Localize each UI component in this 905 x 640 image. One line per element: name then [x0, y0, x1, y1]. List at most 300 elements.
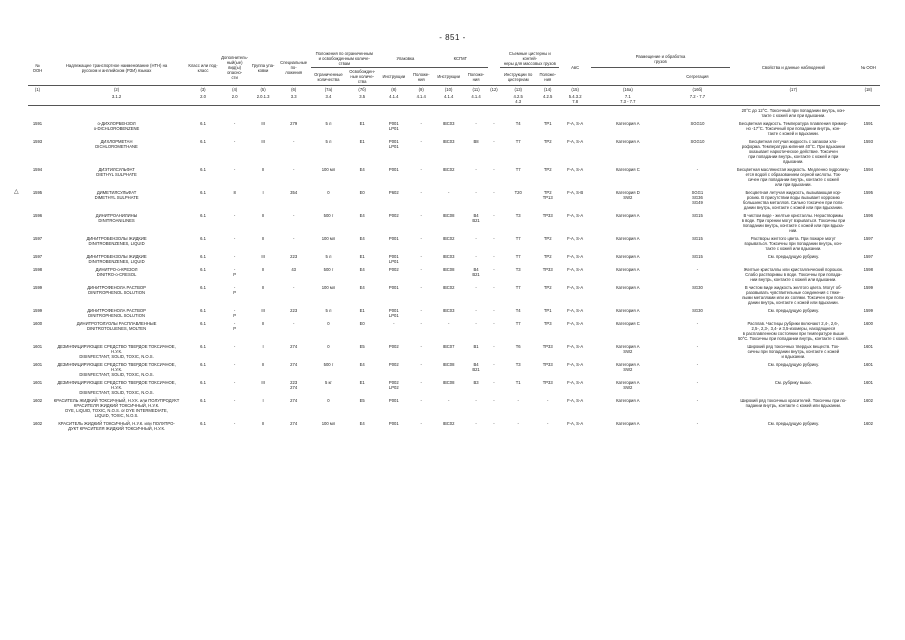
cell-excepted-quantity: E5 [359, 344, 365, 349]
column-reference-8: 3.5 [346, 93, 378, 106]
cell-packing-instruction: P001 [388, 421, 399, 426]
cell-ibc-instruction: IBC08 [442, 213, 455, 218]
cell-tank-instruction: T7 [515, 285, 521, 290]
table-row [28, 342, 880, 360]
cell-excepted-quantity: E4 [359, 362, 365, 367]
column-reference-10: 4.1.4 [410, 93, 433, 106]
cell-ibc-provision: - [475, 236, 477, 241]
cell-excepted-quantity: E0 [359, 321, 365, 326]
cell-class: 6.1 [200, 285, 206, 290]
cell-packing-group: I [262, 344, 264, 349]
header-tank-provisions: Положе- ния [536, 68, 559, 86]
cell-limited-quantity: 500 г [323, 362, 334, 367]
column-reference-3: 2.0 [186, 93, 220, 106]
cell-limited-quantity: 100 мл [321, 285, 336, 290]
cell-excepted-quantity: E5 [359, 398, 365, 403]
cell-packing-group: I [262, 190, 264, 195]
cell-packing-instruction: P001 LP01 [388, 254, 399, 264]
cell-tank-provision: TP2 [543, 139, 552, 144]
cell-ibc-instruction: IBC03 [442, 139, 455, 144]
cell-excepted-quantity: E1 [359, 254, 365, 259]
cell-special-provisions: - [292, 236, 295, 241]
cell-tank-instruction: T6 [515, 344, 521, 349]
table-row [28, 360, 880, 378]
cell-packing-provision: - [420, 285, 422, 290]
column-reference-14: 4.2.5 4.3 [500, 93, 536, 106]
header-shipping-name: Надлежащее транспортное наименование (НТН) на русском и английском (РЗИ) языках [47, 50, 186, 86]
cell-col-12: - [493, 213, 495, 218]
cell-limited-quantity: 5 л [325, 139, 332, 144]
cell-ibc-provision: B3 [473, 380, 479, 385]
cell-shipping-name: КРАСИТЕЛЬ ЖИДКИЙ ТОКСИЧНЫЙ, Н.У.К. или ПОЛУПРОДУКТ КРАСИТЕЛЯ ЖИДКИЙ ТОКСИЧНЫЙ, Н.У.К. DYE, LIQUID, TOXIC, N.O.S. or DYE INTERMEDIATE, LIQUID, TOXIC, N.O.S. [53, 398, 180, 418]
cell-ems: F-A, S-A [567, 267, 584, 272]
amendment-marker: △ [14, 189, 19, 195]
column-number-11: (10) [433, 86, 465, 94]
cell-class: 6.1 [200, 308, 206, 313]
cell-shipping-name: ДИНИТРОТОЛУОЛЫ РАСПЛАВЛЕННЫЕ DINITROTOLUENES, MOLTEN [76, 321, 157, 331]
cell-shipping-name: ДЕЗИНФИЦИРУЮЩЕЕ СРЕДСТВО ТВЕРДОЕ ТОКСИЧНОЕ, Н.У.К. DISINFECTANT, SOLID, TOXIC, N.O.S. [57, 380, 176, 395]
cell-packing-instruction [378, 106, 410, 120]
cell-ems: F-A, S-A [567, 285, 584, 290]
cell-subsidiary-risk: - [233, 380, 236, 385]
cell-tank-provision: TP3 [543, 321, 552, 326]
cell-stowage: Категория A [616, 421, 640, 426]
cell-excepted-quantity: E4 [359, 285, 365, 290]
column-number-16: (15) [559, 86, 591, 94]
cell-segregation: SG30 [692, 308, 703, 313]
cell-tank-provision: TP2 [543, 254, 552, 259]
cell-segregation: - [696, 421, 699, 426]
cell-stowage: Категория A [616, 398, 640, 403]
cell-properties: Расплав. Частицы рубрики включают 2,4-, 2,6-, 2,5-, 2,3-, 3,4- и 3,5-изомеры, находящиеся в расплавленном состоянии при температуре выше 50°С. Токсичны при попадании внутрь, контакте с кожей. [737, 321, 849, 341]
cell-ibc-instruction: - [447, 190, 450, 195]
cell-segregation: - [696, 344, 699, 349]
header-ibc-provisions: Положе- ния [464, 68, 487, 86]
cell-properties: См. предыдущую рубрику. [767, 254, 819, 259]
cell-tank-provision: TP1 [543, 121, 552, 126]
cell-ibc-instruction: IBC08 [442, 267, 455, 272]
cell-limited-quantity: 500 г [323, 213, 334, 218]
cell-subsidiary-risk: - [233, 344, 236, 349]
cell-ems: F-A, S-A [567, 167, 584, 172]
column-reference-12: 4.1.4 [464, 93, 487, 106]
cell-col-12: - [493, 190, 495, 195]
cell-un-number: 1595 △ [14, 189, 43, 195]
cell-un-number: 1600 [32, 321, 43, 326]
cell-stowage: Категория A SW2 [616, 362, 640, 372]
cell-subsidiary-risk [220, 106, 250, 120]
column-number-8: (7б) [346, 86, 378, 94]
cell-packing-group: II [261, 267, 265, 272]
cell-col-12: - [493, 139, 495, 144]
cell-shipping-name: ДИНИТРОБЕНЗОЛЫ ЖИДКИЕ DINITROBENZENES, LIQUID [86, 236, 147, 246]
table-body [14, 106, 880, 433]
table-row [28, 319, 880, 342]
cell-limited-quantity [311, 106, 347, 120]
cell-special-provisions: 223 [290, 254, 298, 259]
cell-limited-quantity: 100 мл [321, 236, 336, 241]
cell-ems: F-A, S-A [567, 121, 584, 126]
cell-packing-group [249, 106, 276, 120]
table-row [28, 378, 880, 396]
cell-class: 6.1 [200, 139, 206, 144]
cell-un-number: 1602 [32, 421, 43, 426]
cell-packing-provision: - [420, 267, 422, 272]
header-stowage-group: Размещение и обработка грузов [591, 50, 730, 68]
cell-segregation: - [696, 362, 699, 367]
table-row [28, 137, 880, 165]
cell-class: 6.1 [200, 167, 206, 172]
table-row [28, 165, 880, 188]
cell-packing-provision: - [420, 139, 422, 144]
cell-class: 6.1 [200, 236, 206, 241]
table-row [28, 252, 880, 265]
cell-ibc-instruction: IBC02 [442, 285, 455, 290]
cell-segregation: - [696, 321, 699, 326]
cell-ibc-provision: - [475, 121, 477, 126]
cell-ibc-instruction: IBC07 [442, 344, 455, 349]
cell-un-number-right: 1600 [863, 321, 873, 326]
cell-un-number-right: 1597 [863, 236, 873, 241]
cell-tank-instruction: T4 [515, 308, 521, 313]
cell-tank-provision: TP33 [542, 380, 553, 385]
cell-ibc-provision [464, 106, 487, 120]
cell-tank-provision: TP33 [542, 213, 553, 218]
cell-packing-instruction: P002 [388, 213, 399, 218]
cell-shipping-name: ДИХЛОРМЕТАН DICHLOROMETHANE [95, 139, 138, 149]
header-un-number-right: № ООН [857, 50, 880, 86]
cell-packing-provision: - [420, 308, 422, 313]
cell-packing-group: III [261, 139, 265, 144]
cell-segregation: SG15 [692, 213, 703, 218]
cell-col-12: - [493, 362, 495, 367]
header-limited-quantities: Ограниченные количества [311, 68, 347, 86]
cell-un-number-right: 1591 [863, 121, 873, 126]
cell-properties: Бесцветная жидкость. Температура плавления пример- но -17°С. Токсичный при попадании внутрь, кон- такте с кожей и вдыхании. [739, 121, 848, 136]
column-number-6: (6) [277, 86, 311, 94]
cell-ibc-provision: - [475, 308, 477, 313]
cell-un-number-right: 1594 [863, 167, 873, 172]
cell-packing-instruction: P002 [388, 362, 399, 367]
cell-packing-instruction: P001 LP01 [388, 308, 399, 318]
cell-subsidiary-risk: - P [233, 321, 237, 331]
column-reference-15: 4.2.5 [536, 93, 559, 106]
cell-packing-instruction: P001 [388, 285, 399, 290]
column-reference-16: 5.4.3.2 7.8 [559, 93, 591, 106]
header-un-number: № ООН [28, 50, 47, 86]
cell-special-provisions: - [292, 167, 295, 172]
cell-packing-provision: - [420, 380, 422, 385]
cell-special-provisions: 274 [290, 344, 298, 349]
cell-segregation: SGG10 [690, 121, 705, 126]
cell-ibc-instruction: IBC02 [442, 421, 455, 426]
cell-ibc-instruction: IBC08 [442, 362, 455, 367]
cell-properties: В чистом виде - желтые кристаллы. Нерастворимы в воде. При горении могут взрываться. Токсичны при попадании внутрь, контакте с кожей или при вдыха- нии. [741, 213, 846, 233]
cell-segregation: - [696, 267, 699, 272]
cell-segregation: - [696, 167, 699, 172]
cell-class: 6.1 [200, 190, 206, 195]
column-reference-18: 7.2 - 7.7 [665, 93, 730, 106]
cell-subsidiary-risk: - [233, 121, 236, 126]
cell-ibc-instruction: - [447, 321, 450, 326]
cell-ems [559, 106, 591, 120]
cell-special-provisions: - [292, 285, 295, 290]
cell-packing-provision: - [420, 213, 422, 218]
cell-stowage: Категория C [615, 321, 640, 326]
cell-col-12: - [493, 267, 495, 272]
cell-un-number: 1602 [32, 398, 43, 403]
cell-stowage: Категория D SW2 [615, 190, 640, 200]
cell-excepted-quantity: E1 [359, 308, 365, 313]
cell-properties: Растворы желтого цвета. При пожаре могут взрываться. Токсичны при попадании внутрь, кон- такте с кожей или вдыхании. [744, 236, 843, 251]
cell-special-provisions: 274 [290, 421, 298, 426]
cell-limited-quantity: 0 [327, 321, 330, 326]
cell-class: 6.1 [200, 362, 206, 367]
column-number-20: (18) [857, 86, 880, 94]
header-packing-instructions: Инструкции [378, 68, 410, 86]
cell-ems: F-A, S-A [567, 321, 584, 326]
cell-class: 6.1 [200, 254, 206, 259]
cell-ems: F-A, S-A [567, 380, 584, 385]
cell-properties: См. предыдущую рубрику. [767, 362, 819, 367]
cell-col-12: - [493, 167, 495, 172]
cell-packing-instruction: P001 LP01 [388, 139, 399, 149]
cell-segregation: SG15 [692, 254, 703, 259]
cell-class: 6.1 [200, 213, 206, 218]
cell-un-number: 1593 [32, 139, 43, 144]
cell-properties: В чистом виде жидкость желтого цвета. Могут об- разовывать чувствительные соединения с тяже- лыми металлами или их солями. Токсичен при попа- дании внутрь, контакте с кожей или вдыхании. [741, 285, 845, 305]
cell-col-12: - [493, 236, 495, 241]
cell-tank-provision: TP1 [543, 308, 552, 313]
cell-ems: F-A, S-A [567, 421, 584, 426]
cell-tank-instruction: T3 [515, 362, 521, 367]
cell-shipping-name [47, 106, 186, 120]
cell-properties: 20°С до 12°С. Токсичный при попадании внутрь, кон- такте с кожей или при вдыхании. [741, 108, 846, 118]
cell-properties: См. рубрику выше. [774, 380, 812, 385]
cell-limited-quantity: 0 [327, 344, 330, 349]
cell-un-number: 1596 [32, 213, 43, 218]
table-row [28, 306, 880, 319]
cell-packing-group: III [261, 380, 265, 385]
cell-excepted-quantity: E1 [359, 121, 365, 126]
cell-packing-instruction: P001 [388, 236, 399, 241]
cell-un-number: 1599 [32, 308, 43, 313]
cell-tank-provision: TP33 [542, 344, 553, 349]
dangerous-goods-table [14, 50, 880, 432]
cell-class: 6.1 [200, 267, 206, 272]
column-reference-4: 2.0 [220, 93, 250, 106]
cell-tank-provision: TP33 [542, 267, 553, 272]
cell-tank-instruction: T1 [515, 380, 521, 385]
cell-subsidiary-risk: - [233, 139, 236, 144]
cell-limited-quantity: 0 [327, 398, 330, 403]
cell-un-number-right: 1599 [863, 285, 873, 290]
cell-limited-quantity: 5 л [325, 308, 332, 313]
table-row [28, 106, 880, 120]
cell-packing-provision: - [420, 167, 422, 172]
cell-un-number: 1601 [32, 362, 43, 367]
cell-subsidiary-risk: 8 [233, 190, 236, 195]
header-packing-group: Группа упа- ковки [249, 50, 276, 86]
cell-un-number-right: 1601 [863, 362, 873, 367]
cell-subsidiary-risk: - P [233, 285, 237, 295]
cell-ibc-provision: - [475, 398, 477, 403]
cell-segregation [665, 106, 730, 120]
cell-special-provisions [277, 106, 311, 120]
cell-class: 6.1 [200, 380, 206, 385]
cell-ibc-instruction: IBC02 [442, 167, 455, 172]
cell-ibc-provision: - [475, 254, 477, 259]
cell-limited-quantity: 100 мл [321, 421, 336, 426]
cell-ibc-provision: B4 B21 [472, 213, 480, 223]
table-row [28, 188, 880, 211]
cell-properties: Широкий ряд токсичных твердых веществ. Ток- сичны при попадании внутрь, контакте с кожей и вдыхании. [747, 344, 840, 359]
table-row [28, 283, 880, 306]
cell-stowage: Категория A [616, 121, 640, 126]
cell-special-provisions: 354 [290, 190, 298, 195]
cell-col-12: - [493, 121, 495, 126]
cell-ibc-provision: B4 B21 [472, 362, 480, 372]
cell-properties: Бесцветная летучая жидкость, вызывающая кор- розию. В присутствии воды вызывает коррозию большинства металлов. Сильно токсичен при попа- дании внутрь, контакте с кожей или при вдыхании. [742, 190, 844, 210]
cell-packing-provision: - [420, 254, 422, 259]
cell-tank-instruction: T7 [515, 139, 521, 144]
column-reference-17: 7.1 7.3 - 7.7 [591, 93, 665, 106]
cell-tank-instruction: - [517, 421, 519, 426]
cell-tank-instruction [500, 106, 536, 120]
cell-packing-instruction: P002 [388, 267, 399, 272]
cell-packing-group: III [261, 308, 265, 313]
cell-packing-group: III [261, 254, 265, 259]
cell-segregation: SG15 [692, 236, 703, 241]
cell-ems: F-A, S-A [567, 139, 584, 144]
cell-special-provisions: 223 274 [290, 380, 298, 390]
cell-ems: F-A, S-A [567, 398, 584, 403]
cell-col-12: - [493, 344, 495, 349]
cell-packing-provision: - [420, 321, 422, 326]
cell-segregation: SG30 [692, 285, 703, 290]
cell-tank-provision: TP2 TP13 [542, 190, 553, 200]
cell-subsidiary-risk: - [233, 213, 236, 218]
cell-shipping-name: ДИНИТРОБЕНЗОЛЫ ЖИДКИЕ DINITROBENZENES, LIQUID [86, 254, 147, 264]
cell-ibc-instruction: IBC03 [442, 254, 455, 259]
cell-packing-provision: - [420, 121, 422, 126]
cell-shipping-name: ДИНИТРО-о-КРЕЗОЛ DINITRO-o-CRESOL [95, 267, 138, 277]
cell-ibc-instruction: IBC02 [442, 236, 455, 241]
header-portable-tanks-group: Съемные цистерны и контей- неры для массовых грузов [500, 50, 559, 68]
cell-subsidiary-risk: - P [233, 308, 237, 318]
column-reference-11: 4.1.4 [433, 93, 465, 106]
cell-col-12: - [493, 254, 495, 259]
cell-ibc-instruction: IBC03 [442, 121, 455, 126]
cell-class: 6.1 [200, 321, 206, 326]
header-row-group [28, 50, 880, 68]
cell-subsidiary-risk: - [233, 398, 236, 403]
cell-tank-instruction: T7 [515, 236, 521, 241]
cell-ibc-instruction: IBC03 [442, 308, 455, 313]
cell-packing-instruction: P002 LP02 [388, 380, 399, 390]
header-subsidiary-risk: Дополнитель- ный(ые) вид(ы) опасно- сти [220, 50, 250, 86]
cell-shipping-name: ДЕЗИНФИЦИРУЮЩЕЕ СРЕДСТВО ТВЕРДОЕ ТОКСИЧНОЕ, Н.У.К. DISINFECTANT, SOLID, TOXIC, N.O.S. [57, 344, 176, 359]
cell-ems: F-A, S-A [567, 213, 584, 218]
table-row [28, 211, 880, 234]
cell-un-number: 1597 [32, 236, 43, 241]
cell-limited-quantity: 5 л [325, 121, 332, 126]
cell-tank-instruction: T20 [514, 190, 522, 195]
column-number-17: (16а) [591, 86, 665, 94]
column-number-5: (5) [249, 86, 276, 94]
cell-excepted-quantity: E4 [359, 167, 365, 172]
cell-un-number-right [857, 106, 880, 120]
cell-packing-group: II [261, 213, 265, 218]
cell-excepted-quantity: E4 [359, 267, 365, 272]
table-row [28, 419, 880, 432]
cell-properties: Желтые кристаллы или кристаллический порошок. Слабо растворимы в воде. Токсичны при попада- нии внутрь, контакте с кожей или вдыхании. [743, 267, 843, 282]
cell-packing-instruction: P602 [388, 190, 399, 195]
cell-packing-group: I [262, 398, 264, 403]
cell-ems: F-A, S-B [567, 190, 584, 195]
column-number-1: (1) [28, 86, 47, 94]
cell-packing-group: II [261, 167, 265, 172]
cell-limited-quantity: 100 мл [321, 167, 336, 172]
header-stowage [591, 68, 665, 86]
cell-un-number-right: 1602 [863, 421, 873, 426]
cell-col-12: - [493, 380, 495, 385]
cell-packing-provision: - [420, 190, 422, 195]
header-segregation: Сегрегация [665, 68, 730, 86]
cell-col-12: - [493, 308, 495, 313]
column-number-15: (14) [536, 86, 559, 94]
table-row [28, 119, 880, 137]
header-excepted-quantities: Освобожден- ные количе- ства [346, 68, 378, 86]
cell-tank-instruction: T7 [515, 321, 521, 326]
cell-ibc-instruction: IBC08 [442, 380, 455, 385]
header-special-provisions: Специальные по- ложения [277, 50, 311, 86]
header-tank-instructions: Инструкции по цистернам [500, 68, 536, 86]
cell-un-number-right: 1595 [863, 190, 873, 195]
cell-excepted-quantity: E4 [359, 213, 365, 218]
cell-tank-instruction: T7 [515, 254, 521, 259]
cell-un-number-right: 1597 [863, 254, 873, 259]
column-number-14: (13) [500, 86, 536, 94]
column-reference-13 [488, 93, 501, 106]
cell-segregation: SGG10 [690, 139, 705, 144]
header-limited-excepted-group: Положения по ограниченным и освобожденным количе- ствам [311, 50, 378, 68]
cell-un-number-right: 1599 [863, 308, 873, 313]
cell-ems: F-A, S-A [567, 236, 584, 241]
cell-packing-instruction: P002 [388, 344, 399, 349]
cell-shipping-name: ДЕЗИНФИЦИРУЮЩЕЕ СРЕДСТВО ТВЕРДОЕ ТОКСИЧНОЕ, Н.У.К. DISINFECTANT, SOLID, TOXIC, N.O.S. [57, 362, 176, 377]
column-reference-9: 4.1.4 [378, 93, 410, 106]
cell-shipping-name: ДИМЕТИЛСУЛЬФАТ DIMETHYL SULPHATE [94, 190, 139, 200]
column-reference-1 [28, 93, 47, 106]
column-number-13: (12) [488, 86, 501, 94]
cell-un-number: 1598 [32, 267, 43, 272]
column-number-9: (8) [378, 86, 410, 94]
cell-subsidiary-risk: - [233, 254, 236, 259]
cell-packing-provision: - [420, 236, 422, 241]
cell-packing-group: II [261, 321, 265, 326]
cell-stowage: Категория A [616, 254, 640, 259]
cell-limited-quantity: 0 [327, 190, 330, 195]
cell-packing-group: II [261, 421, 265, 426]
cell-stowage: Категория A [616, 308, 640, 313]
column-number-18: (16б) [665, 86, 730, 94]
cell-special-provisions: 223 [290, 308, 298, 313]
cell-un-number-right: 1601 [863, 380, 873, 385]
cell-special-provisions: 274 [290, 362, 298, 367]
column-number-7: (7а) [311, 86, 347, 94]
cell-limited-quantity: 500 г [323, 267, 334, 272]
